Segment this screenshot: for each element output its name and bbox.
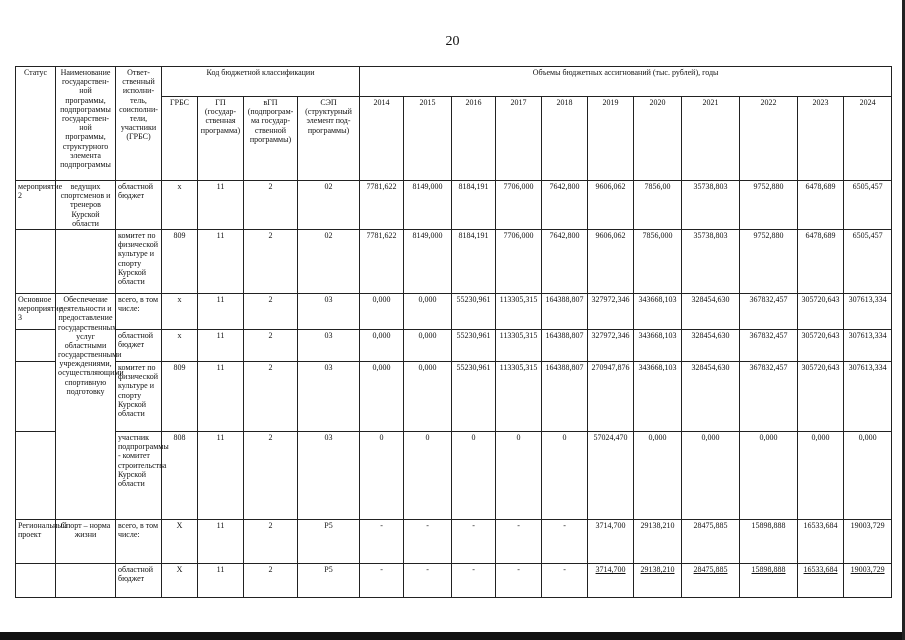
- row-name: Спорт – норма жизни: [56, 519, 116, 563]
- header-name: Наименование государствен-ной программы, подпрограммы государствен-ной программы, структурного элемента подпрограммы: [56, 67, 116, 181]
- row-value: 0: [360, 431, 404, 519]
- row-value: -: [452, 563, 496, 597]
- row-value: 343668,103: [634, 293, 682, 329]
- row-responsible: всего, в том числе:: [116, 293, 162, 329]
- row-vgp: 2: [244, 519, 298, 563]
- row-value: 164388,807: [542, 361, 588, 431]
- row-value: 19003,729: [844, 563, 892, 597]
- row-value: 0,000: [360, 293, 404, 329]
- row-status: [16, 431, 56, 519]
- row-value: 0: [542, 431, 588, 519]
- row-value: 9752,880: [740, 181, 798, 230]
- scan-bottom-edge: [0, 632, 905, 640]
- row-sep: 03: [298, 329, 360, 361]
- row-vgp: 2: [244, 229, 298, 293]
- row-responsible: участник подпрограммы - комитет строительства Курской области: [116, 431, 162, 519]
- row-responsible: областной бюджет: [116, 329, 162, 361]
- row-responsible: комитет по физической культуре и спорту Курской области: [116, 229, 162, 293]
- row-name: ведущих спортсменов и тренеров Курской области: [56, 181, 116, 230]
- header-year: 2015: [404, 97, 452, 181]
- row-value: 328454,630: [682, 361, 740, 431]
- row-value: 305720,643: [798, 329, 844, 361]
- row-value: 8184,191: [452, 181, 496, 230]
- row-sep: P5: [298, 563, 360, 597]
- row-vgp: 2: [244, 361, 298, 431]
- row-sep: 02: [298, 229, 360, 293]
- row-status: [16, 361, 56, 431]
- row-value: 8149,000: [404, 229, 452, 293]
- header-responsible: Ответ-ственный исполни-тель, соисполни-тели, участники (ГРБС): [116, 67, 162, 181]
- row-status: Региональный проект: [16, 519, 56, 563]
- row-value: 55230,961: [452, 293, 496, 329]
- row-value: 7706,000: [496, 181, 542, 230]
- row-gp: 11: [198, 563, 244, 597]
- row-value: 7856,00: [634, 181, 682, 230]
- row-grbs: х: [162, 181, 198, 230]
- row-value: 327972,346: [588, 293, 634, 329]
- row-grbs: х: [162, 293, 198, 329]
- header-gp: ГП (государ-ственная программа): [198, 97, 244, 181]
- row-value: 164388,807: [542, 329, 588, 361]
- table-row: [16, 361, 892, 431]
- row-value: -: [496, 563, 542, 597]
- page-number: 20: [445, 34, 460, 49]
- row-value: 0,000: [404, 361, 452, 431]
- row-value: 307613,334: [844, 329, 892, 361]
- row-value: 7706,000: [496, 229, 542, 293]
- row-sep: P5: [298, 519, 360, 563]
- row-value: 0,000: [634, 431, 682, 519]
- row-value: 7856,000: [634, 229, 682, 293]
- row-responsible: областной бюджет: [116, 181, 162, 230]
- table-row: [16, 431, 892, 519]
- row-value: 28475,885: [682, 563, 740, 597]
- row-value: 367832,457: [740, 361, 798, 431]
- row-responsible: областной бюджет: [116, 563, 162, 597]
- header-year: 2014: [360, 97, 404, 181]
- row-sep: 03: [298, 431, 360, 519]
- row-grbs: Х: [162, 519, 198, 563]
- row-value: 0,000: [360, 361, 404, 431]
- row-value: 16533,684: [798, 519, 844, 563]
- row-gp: 11: [198, 329, 244, 361]
- row-value: 3714,700: [588, 563, 634, 597]
- header-status: Статус: [16, 67, 56, 181]
- row-value: 7781,622: [360, 229, 404, 293]
- row-value: 164388,807: [542, 293, 588, 329]
- row-status: [16, 563, 56, 597]
- row-value: 0: [496, 431, 542, 519]
- row-value: 0,000: [740, 431, 798, 519]
- row-value: 0,000: [360, 329, 404, 361]
- row-responsible: комитет по физической культуре и спорту Курской области: [116, 361, 162, 431]
- row-grbs: х: [162, 329, 198, 361]
- row-value: 0,000: [404, 293, 452, 329]
- header-year: 2024: [844, 97, 892, 181]
- row-status: [16, 229, 56, 293]
- row-value: 305720,643: [798, 361, 844, 431]
- header-year: 2020: [634, 97, 682, 181]
- row-value: 367832,457: [740, 329, 798, 361]
- row-value: 55230,961: [452, 329, 496, 361]
- row-value: -: [496, 519, 542, 563]
- row-value: 55230,961: [452, 361, 496, 431]
- row-value: 113305,315: [496, 293, 542, 329]
- row-value: 35738,803: [682, 181, 740, 230]
- row-value: -: [404, 563, 452, 597]
- row-value: 15898,888: [740, 563, 798, 597]
- header-year: 2021: [682, 97, 740, 181]
- row-value: 9606,062: [588, 181, 634, 230]
- row-grbs: 809: [162, 361, 198, 431]
- table-row: [16, 181, 892, 230]
- row-responsible: всего, в том числе:: [116, 519, 162, 563]
- row-value: -: [542, 519, 588, 563]
- row-vgp: 2: [244, 431, 298, 519]
- row-value: 15898,888: [740, 519, 798, 563]
- row-value: 9752,880: [740, 229, 798, 293]
- row-vgp: 2: [244, 329, 298, 361]
- table-row: [16, 229, 892, 293]
- row-gp: 11: [198, 431, 244, 519]
- row-value: -: [360, 519, 404, 563]
- row-value: 113305,315: [496, 361, 542, 431]
- row-sep: 03: [298, 293, 360, 329]
- row-status: мероприятие 2: [16, 181, 56, 230]
- row-value: -: [360, 563, 404, 597]
- table-row: [16, 329, 892, 361]
- row-value: -: [452, 519, 496, 563]
- row-status: [16, 329, 56, 361]
- row-value: 0,000: [404, 329, 452, 361]
- row-value: 113305,315: [496, 329, 542, 361]
- row-value: 307613,334: [844, 293, 892, 329]
- header-year: 2023: [798, 97, 844, 181]
- row-value: 8149,000: [404, 181, 452, 230]
- row-grbs: 809: [162, 229, 198, 293]
- row-value: 305720,643: [798, 293, 844, 329]
- row-value: 343668,103: [634, 361, 682, 431]
- row-value: 328454,630: [682, 293, 740, 329]
- row-sep: 03: [298, 361, 360, 431]
- row-gp: 11: [198, 293, 244, 329]
- table-row: [16, 293, 892, 329]
- row-gp: 11: [198, 361, 244, 431]
- row-grbs: 808: [162, 431, 198, 519]
- row-value: 35738,803: [682, 229, 740, 293]
- row-value: 0,000: [682, 431, 740, 519]
- row-value: 328454,630: [682, 329, 740, 361]
- header-year: 2018: [542, 97, 588, 181]
- row-value: 8184,191: [452, 229, 496, 293]
- row-name: [56, 563, 116, 597]
- row-name: [56, 229, 116, 293]
- header-volumes: Объемы бюджетных ассигнований (тыс. рублей), годы: [360, 67, 892, 97]
- row-value: 0: [452, 431, 496, 519]
- row-value: -: [542, 563, 588, 597]
- row-gp: 11: [198, 229, 244, 293]
- row-value: 9606,062: [588, 229, 634, 293]
- row-gp: 11: [198, 519, 244, 563]
- header-budget-code: Код бюджетной классификации: [162, 67, 360, 97]
- row-value: 270947,876: [588, 361, 634, 431]
- header-vgp: вГП (подпрограм-ма государ-ственной программы): [244, 97, 298, 181]
- row-vgp: 2: [244, 563, 298, 597]
- header-sep: СЭП (структурный элемент под-программы): [298, 97, 360, 181]
- row-value: 7642,800: [542, 181, 588, 230]
- budget-table: [15, 66, 892, 598]
- row-value: 7642,800: [542, 229, 588, 293]
- row-gp: 11: [198, 181, 244, 230]
- row-value: 0: [404, 431, 452, 519]
- header-year: 2016: [452, 97, 496, 181]
- row-value: 57024,470: [588, 431, 634, 519]
- row-value: 307613,334: [844, 361, 892, 431]
- row-value: 19003,729: [844, 519, 892, 563]
- row-value: 367832,457: [740, 293, 798, 329]
- table-row: [16, 519, 892, 563]
- row-value: 6505,457: [844, 181, 892, 230]
- row-vgp: 2: [244, 181, 298, 230]
- row-value: 6505,457: [844, 229, 892, 293]
- header-year: 2022: [740, 97, 798, 181]
- header-year: 2019: [588, 97, 634, 181]
- row-value: 28475,885: [682, 519, 740, 563]
- row-value: 343668,103: [634, 329, 682, 361]
- row-value: 16533,684: [798, 563, 844, 597]
- header-grbs: ГРБС: [162, 97, 198, 181]
- row-value: 29138,210: [634, 563, 682, 597]
- row-value: 6478,689: [798, 181, 844, 230]
- row-vgp: 2: [244, 293, 298, 329]
- row-value: 7781,622: [360, 181, 404, 230]
- table-row: [16, 563, 892, 597]
- row-value: 29138,210: [634, 519, 682, 563]
- row-sep: 02: [298, 181, 360, 230]
- row-value: 3714,700: [588, 519, 634, 563]
- row-value: 327972,346: [588, 329, 634, 361]
- row-grbs: Х: [162, 563, 198, 597]
- row-value: 0,000: [844, 431, 892, 519]
- row-value: -: [404, 519, 452, 563]
- row-status: Основное мероприятие 3: [16, 293, 56, 329]
- row-value: 6478,689: [798, 229, 844, 293]
- header-year: 2017: [496, 97, 542, 181]
- row-value: 0,000: [798, 431, 844, 519]
- row-name: Обеспечение деятельности и предоставление государственных услуг областными государственными учреждениями, осуществляющими спортивную подготовку: [56, 293, 116, 519]
